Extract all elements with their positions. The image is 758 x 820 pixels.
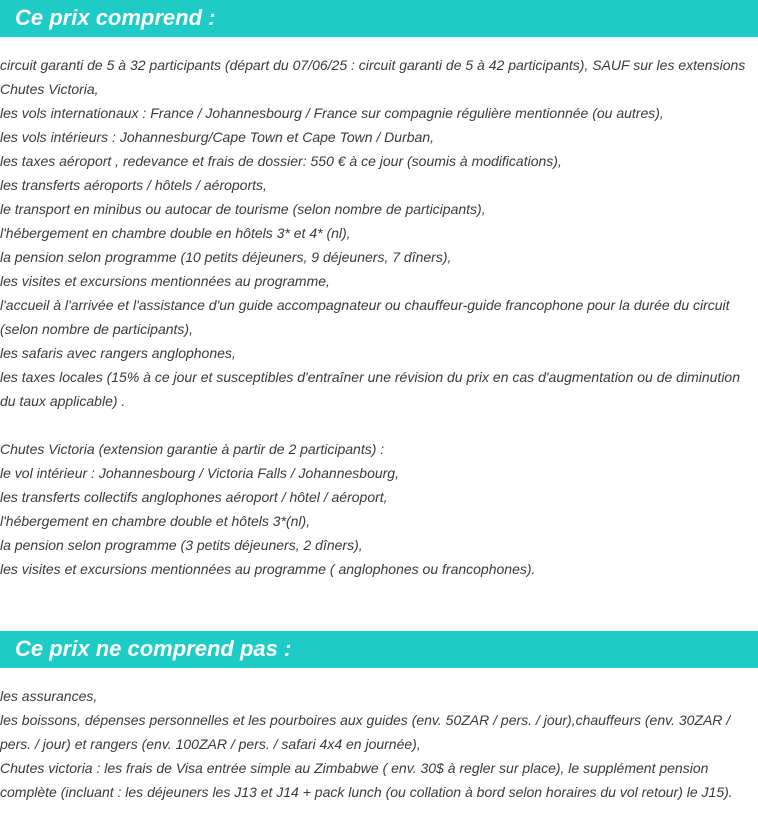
victoria-item: la pension selon programme (3 petits déjeuners, 2 dîners), (0, 537, 363, 553)
excluded-header (0, 631, 758, 668)
victoria-item: les visites et excursions mentionnées au programme ( anglophones ou francophones). (0, 561, 536, 577)
included-title: Ce prix comprend : (15, 5, 216, 30)
excluded-item: les assurances, (0, 688, 98, 704)
included-item: les vols internationaux : France / Johannesbourg / France sur compagnie régulière mentionnée (ou autres), (0, 105, 664, 121)
included-item: la pension selon programme (10 petits déjeuners, 9 déjeuners, 7 dîners), (0, 249, 452, 265)
included-item: les taxes aéroport , redevance et frais de dossier: 550 € à ce jour (soumis à modifications), (0, 153, 562, 169)
victoria-item: le vol intérieur : Johannesbourg / Victoria Falls / Johannesbourg, (0, 465, 399, 481)
victoria-heading: Chutes Victoria (extension garantie à partir de 2 participants) : (0, 441, 385, 457)
excluded-item: les boissons, dépenses personnelles et les pourboires aux guides (env. 50ZAR / pers. / jour),chauffeurs (env. 30ZAR / pers. / jour) et rangers (env. 100ZAR / pers. / safari 4x4 en journée), (0, 712, 731, 752)
included-item: les taxes locales (15% à ce jour et susceptibles d'entraîner une révision du prix en cas d'augmentation ou de diminution du taux applicable) . (0, 369, 740, 409)
included-list (0, 53, 758, 581)
included-item: les visites et excursions mentionnées au programme, (0, 273, 330, 289)
excluded-item: Chutes victoria : les frais de Visa entrée simple au Zimbabwe ( env. 30$ à regler sur place), le supplément pension complète (incluant : les déjeuners les J13 et J14 + pack lunch (ou collation à bord selon horaires du vol retour) le J15). (0, 760, 733, 800)
included-item: les safaris avec rangers anglophones, (0, 345, 236, 361)
excluded-title: Ce prix ne comprend pas : (15, 636, 292, 661)
included-item: l'accueil à l'arrivée et l'assistance d'un guide accompagnateur ou chauffeur-guide francophone pour la durée du circuit (selon nombre de participants), (0, 297, 730, 337)
included-header (0, 0, 758, 37)
included-item: circuit garanti de 5 à 32 participants (départ du 07/06/25 : circuit garanti de 5 à 42 participants), SAUF sur les extensions Chutes Victoria, (0, 57, 746, 97)
spacer (0, 413, 758, 437)
included-item: l'hébergement en chambre double en hôtels 3* et 4* (nl), (0, 225, 351, 241)
included-item: le transport en minibus ou autocar de tourisme (selon nombre de participants), (0, 201, 486, 217)
excluded-list (0, 684, 758, 804)
included-item: les transferts aéroports / hôtels / aéroports, (0, 177, 267, 193)
included-item: les vols intérieurs : Johannesburg/Cape Town et Cape Town / Durban, (0, 129, 434, 145)
victoria-item: les transferts collectifs anglophones aéroport / hôtel / aéroport, (0, 489, 388, 505)
victoria-item: l'hébergement en chambre double et hôtels 3*(nl), (0, 513, 311, 529)
